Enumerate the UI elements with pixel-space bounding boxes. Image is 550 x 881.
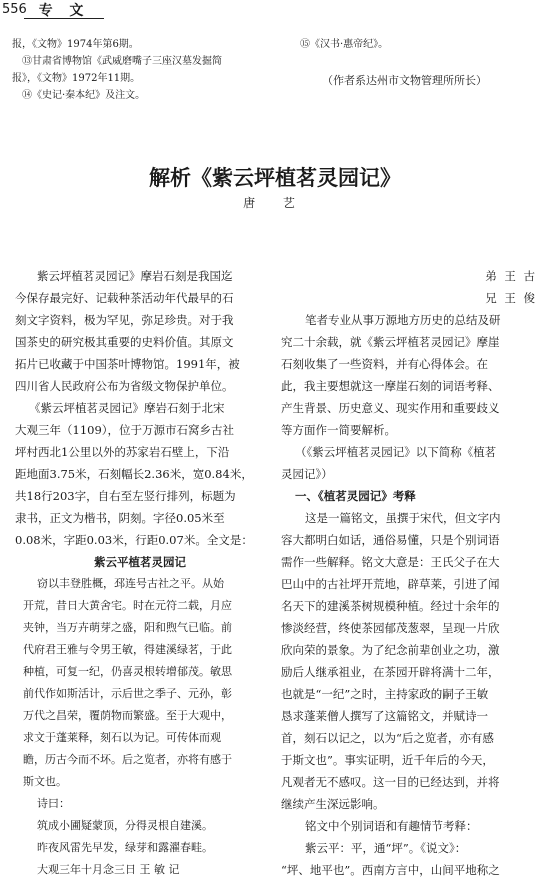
inscription-line: 开荒，昔日大黄舍宅。时在元符二载，月应 xyxy=(23,599,232,612)
article-author: 唐 艺 xyxy=(243,196,307,210)
paragraph-line: 《紫云坪植茗灵园记》摩岩石刻于北宋 xyxy=(29,401,225,415)
footnote-line: ⑮《汉书·惠帝纪》。 xyxy=(300,39,389,50)
section-label: 专 文 xyxy=(38,3,90,19)
author-affiliation: （作者系达州市文物管理所所长） xyxy=(322,74,487,87)
paragraph-line: 这是一篇铭文，虽撰于宋代，但文字内 xyxy=(305,511,501,525)
paragraph-line: 坪村西北1公里以外的苏家岩石壁上，下沿 xyxy=(15,445,230,459)
paragraph-line: 0.08米，字距0.03米，行距0.07米。全文是： xyxy=(15,533,253,547)
paragraph-line: 铭文中个别词语和有趣情节考释： xyxy=(305,819,478,833)
poem-signature: 大观三年十月念三日 王 敏 记 xyxy=(37,863,180,876)
signature-line: 弟 王 古 xyxy=(485,269,537,283)
poem-line: 筑成小圃疑蒙顶，分得灵根自建溪。 xyxy=(37,819,213,832)
signature-line: 兄 王 俊 xyxy=(485,291,537,305)
paragraph-line: 于斯文也”。事实证明，近千年后的今天， xyxy=(281,753,494,767)
paragraph-line: 灵园记》） xyxy=(281,467,333,481)
paragraph-line: 今保存最完好、记载种茶活动年代最早的石 xyxy=(15,291,234,305)
inscription-line: 求文于蓬莱释，刻石以为记。可传体而观 xyxy=(23,731,221,744)
paragraph-line: 国茶史的研究极其重要的史料价值。其原文 xyxy=(15,335,234,349)
inscription-title: 紫云平植茗灵园记 xyxy=(94,555,186,569)
poem-line: 昨夜风雷先早发，绿芽和露濯春畦。 xyxy=(37,841,213,854)
inscription-line: 种植，可复一纪，仍喜灵根转增郁茂。敏思 xyxy=(23,665,232,678)
poem-label: 诗曰： xyxy=(37,797,70,810)
paragraph-line: 欣向荣的景象。为了纪念前辈创业之功，激 xyxy=(281,643,500,657)
paragraph-line: 继续产生深远影响。 xyxy=(281,797,385,811)
article-title: 解析《紫云坪植茗灵园记》 xyxy=(149,166,401,190)
section-heading: 一、《植茗灵园记》考释 xyxy=(295,489,416,503)
paragraph-line: 石刻收集了一些资料，并有心得体会。在 xyxy=(281,357,488,371)
paragraph-line: 紫云坪植茗灵园记》摩岩石刻是我国迄 xyxy=(37,269,233,283)
paragraph-line: 励后人继承祖业，在茶园开辟将满十二年， xyxy=(281,665,500,679)
paragraph-line: 惨淡经营，终使茶园郁茂葱翠，呈现一片欣 xyxy=(281,621,500,635)
paragraph-line: 紫云平：平，通“坪”。《说文》： xyxy=(305,841,467,855)
paragraph-line: 共18行203字，自右至左竖行排列，标题为 xyxy=(15,489,236,503)
paragraph-line: 四川省人民政府公布为省级文物保护单位。 xyxy=(15,379,234,393)
header-rule xyxy=(24,18,104,19)
paragraph-line: “坪、地平也”。西南方言中，山间平地称之 xyxy=(281,863,500,877)
footnote-line: ⑭《史记·秦本纪》及注文。 xyxy=(22,90,146,101)
paragraph-line: 等方面作一简要解析。 xyxy=(281,423,396,437)
footnote-line: ⑬甘肃省博物馆《武威磨嘴子三座汉墓发掘简 xyxy=(22,56,222,67)
paragraph-line: 拓片已收藏于中国茶叶博物馆。1991年，被 xyxy=(15,357,240,371)
inscription-line: 斯文也。 xyxy=(23,775,67,788)
paragraph-line: 隶书，正文为楷书，阴刻。字径0.05米至 xyxy=(15,511,225,525)
page-number: 556 xyxy=(2,2,27,17)
inscription-line: 代府君王雅与令男王敏，得建溪绿茗，于此 xyxy=(23,643,232,656)
inscription-line: 前代作如斯活计，示后世之季子、元孙，彰 xyxy=(23,687,232,700)
inscription-line: 夹钟，当万卉萌芽之盛，阳和煦气已临。前 xyxy=(23,621,232,634)
paragraph-line: 刻文字资料，极为罕见，弥足珍贵。对于我 xyxy=(15,313,234,327)
paragraph-line: 首，刻石以记之，以为“后之览者，亦有感 xyxy=(281,731,494,745)
paragraph-line: 大观三年（1109），位于万源市石窝乡古社 xyxy=(15,423,235,437)
paragraph-line: 究二十余载，就《紫云坪植茗灵园记》摩崖 xyxy=(281,335,500,349)
paragraph-line: 名天下的建溪茶树规模种植。经过十余年的 xyxy=(281,599,500,613)
paragraph-line: 产生背景、历史意义、现实作用和重要歧义 xyxy=(281,401,500,415)
paragraph-line: 需作一些解释。铭文大意是：王氏父子在大 xyxy=(281,555,500,569)
paragraph-line: 凡观者无不感叹。这一目的已经达到，并将 xyxy=(281,775,500,789)
paragraph-line: 距地面3.75米，石刻幅长2.36米，宽0.84米， xyxy=(15,467,253,481)
paragraph-line: 笔者专业从事万源地方历史的总结及研 xyxy=(305,313,501,327)
paragraph-line: 恳求蓬莱僧人撰写了这篇铭文，并赋诗一 xyxy=(281,709,488,723)
inscription-line: 万代之昌荣，覆荫物而繁盛。至于大观中， xyxy=(23,709,232,722)
paragraph-line: （《紫云坪植茗灵园记》以下简称《植茗 xyxy=(295,445,497,459)
paragraph-line: 也就是“一纪”之时，主持家政的嗣子王敏 xyxy=(281,687,489,701)
right-column xyxy=(281,265,543,881)
paragraph-line: 巴山中的古社坪开荒地，辟草莱，引进了闻 xyxy=(281,577,500,591)
paragraph-line: 容大都明白如话，通俗易懂，只是个别词语 xyxy=(281,533,500,547)
paragraph-line: 此，我主要想就这一摩崖石刻的词语考释、 xyxy=(281,379,500,393)
inscription-line: 瞻，历古今而不坏。后之览者，亦将有感于 xyxy=(23,753,232,766)
left-column xyxy=(15,265,265,881)
footnote-line: 报》，《文物》1972年11期。 xyxy=(12,73,141,84)
footnote-line: 报，《文物》1974年第6期。 xyxy=(12,39,139,50)
inscription-line: 窃以丰登胜概，邳连号古社之平。从始 xyxy=(37,577,224,590)
